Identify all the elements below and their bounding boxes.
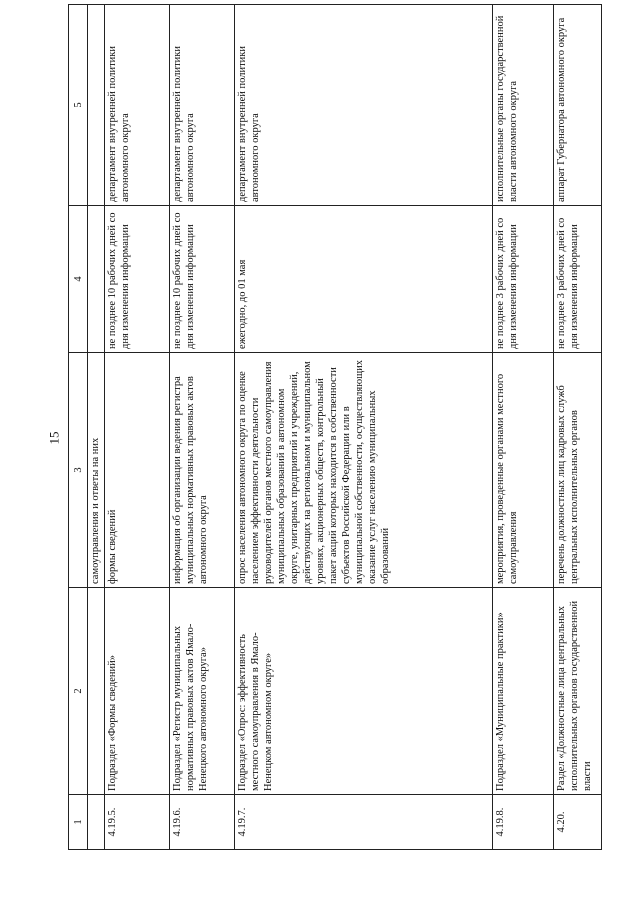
section-content: информация об организации ведения регистра муниципальных нормативных правовых актов автономного округа — [170, 353, 235, 588]
page-number: 15 — [46, 431, 62, 445]
header-row — [69, 5, 88, 850]
continuation-text: самоуправления и ответы на них — [88, 353, 105, 588]
table-cell — [88, 206, 105, 353]
column-header-2: 2 — [69, 588, 88, 795]
deadline: не позднее 10 рабочих дней со дня изменения информации — [170, 206, 235, 353]
table-row — [105, 5, 170, 850]
section-content: перечень должностных лиц кадровых служб центральных исполнительных органов — [554, 353, 602, 588]
responsible: аппарат Губернатора автономного округа — [554, 5, 602, 206]
table-cell — [88, 795, 105, 850]
section-name: Подраздел «Опрос: эффективность местного самоуправления в Ямало-Ненецком автономном округе» — [235, 588, 493, 795]
table-row — [235, 5, 493, 850]
deadline: не позднее 3 рабочих дней со дня изменения информации — [493, 206, 554, 353]
section-content: мероприятия, проведенные органами местного самоуправления — [493, 353, 554, 588]
table-row — [554, 5, 602, 850]
continuation-row — [88, 5, 105, 850]
responsible: департамент внутренней политики автономного округа — [170, 5, 235, 206]
data-table — [68, 4, 602, 850]
row-number: 4.19.8. — [493, 795, 554, 850]
responsible: департамент внутренней политики автономного округа — [105, 5, 170, 206]
row-number: 4.19.7. — [235, 795, 493, 850]
table-cell — [88, 5, 105, 206]
responsible: департамент внутренней политики автономного округа — [235, 5, 493, 206]
column-header-1: 1 — [69, 795, 88, 850]
row-number: 4.19.5. — [105, 795, 170, 850]
deadline: ежегодно, до 01 мая — [235, 206, 493, 353]
table-row — [493, 5, 554, 850]
row-number: 4.19.6. — [170, 795, 235, 850]
table-row — [170, 5, 235, 850]
responsible: исполнительные органы государственной власти автономного округа — [493, 5, 554, 206]
section-content: формы сведений — [105, 353, 170, 588]
table-cell — [88, 588, 105, 795]
section-name: Раздел «Должностные лица центральных исполнительных органов государственной власти — [554, 588, 602, 795]
section-name: Подраздел «Муниципальные практики» — [493, 588, 554, 795]
section-name: Подраздел «Формы сведений» — [105, 588, 170, 795]
column-header-4: 4 — [69, 206, 88, 353]
column-header-3: 3 — [69, 353, 88, 588]
row-number: 4.20. — [554, 795, 602, 850]
section-content: опрос населения автономного округа по оценке населением эффективности деятельности руководителей органов местного самоуправления муниципальных образований в автономном округе, унитарных предприятий и учреждений, действующих на региональном и муниципальном уровнях, акционерных обществ, контрольный пакет акций которых находится в собственности субъектов Российской Федерации или в муниципальной собственности, осуществляющих оказание услуг населению муниципальных образований — [235, 353, 493, 588]
deadline: не позднее 3 рабочих дней со дня изменения информации — [554, 206, 602, 353]
section-name: Подраздел «Регистр муниципальных нормативных правовых актов Ямало-Ненецкого автономного округа» — [170, 588, 235, 795]
rotated-table-container — [68, 15, 598, 850]
column-header-5: 5 — [69, 5, 88, 206]
deadline: не позднее 10 рабочих дней со дня изменения информации — [105, 206, 170, 353]
